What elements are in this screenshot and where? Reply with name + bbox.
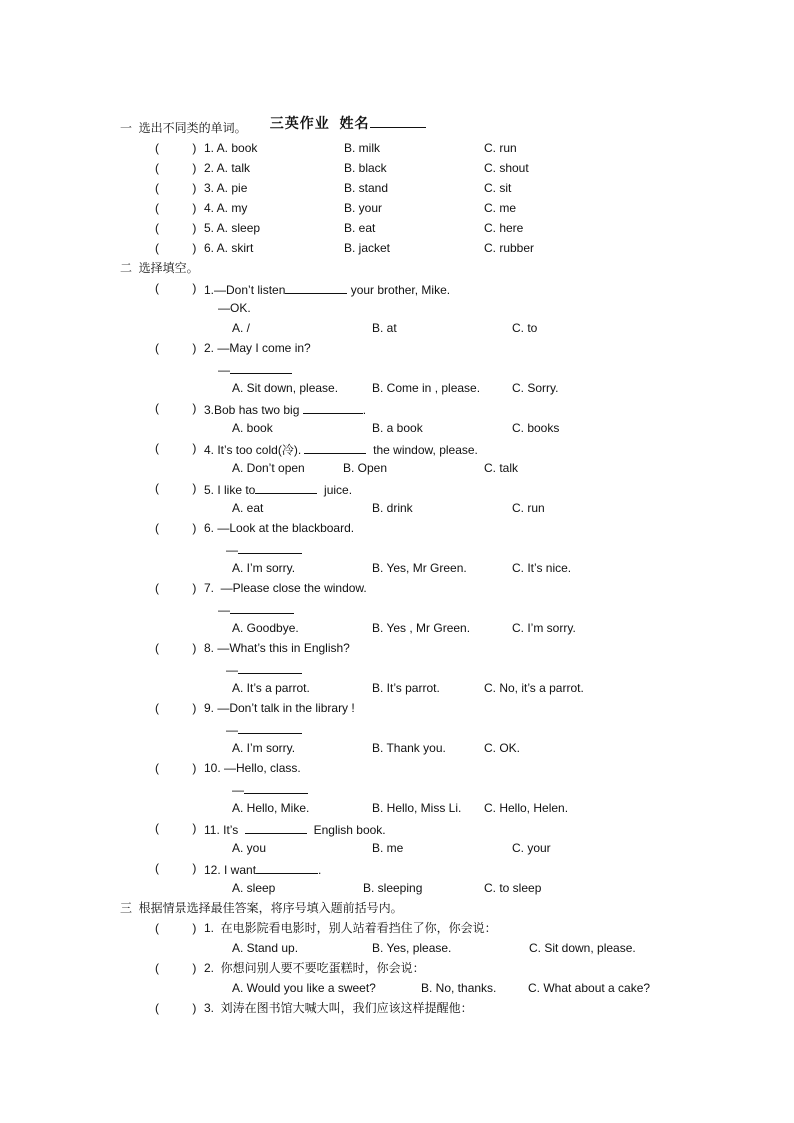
p3-q2-a: A. Would you like a sweet? — [232, 981, 376, 995]
p2-q10-b: B. Hello, Miss Li. — [372, 801, 462, 815]
p2-q2-question: 2. —May I come in? — [204, 341, 311, 355]
p1-q6-c: C. rubber — [484, 241, 535, 255]
section-3-heading: 三 根据情景选择最佳答案，将序号填入题前括号内。 — [120, 901, 403, 915]
p2-q3-post: . — [362, 403, 367, 417]
p2-q11-question — [204, 821, 386, 837]
p2-q12-question — [204, 861, 321, 877]
p3-paren-1: ( ) — [155, 921, 197, 935]
p2-q8-b: B. It’s parrot. — [372, 681, 440, 695]
p2-q7-question: 7. —Please close the window. — [204, 581, 367, 595]
p2-q2-c: C. Sorry. — [512, 381, 559, 395]
p1-q1-c: C. run — [484, 141, 517, 155]
answer-blank — [238, 661, 302, 674]
p2-paren-1: ( ) — [155, 281, 197, 295]
p2-q10-question: 10. —Hello, class. — [204, 761, 301, 775]
p2-q7-a: A. Goodbye. — [232, 621, 299, 635]
p1-q3-b: B. stand — [344, 181, 389, 195]
p1-q1-a: 1. A. book — [204, 141, 258, 155]
p1-q5-a: 5. A. sleep — [204, 221, 261, 235]
p2-q10-a: A. Hello, Mike. — [232, 801, 310, 815]
p1-q3-c: C. sit — [484, 181, 512, 195]
p3-q3-question: 3. 刘涛在图书馆大喊大叫，我们应该这样提醒他： — [204, 1001, 473, 1015]
p2-q1-post: your brother, Mike. — [347, 283, 451, 297]
dash: — — [226, 723, 238, 737]
p3-q2-question: 2. 你想问别人要不要吃蛋糕时，你会说： — [204, 961, 425, 975]
p2-q6-reply — [226, 541, 302, 557]
p2-q4-b: B. Open — [343, 461, 388, 475]
p2-q5-post: juice. — [317, 483, 353, 497]
p1-q2-c: C. shout — [484, 161, 529, 175]
p2-q1-a: A. / — [232, 321, 251, 335]
p2-q3-c: C. books — [512, 421, 560, 435]
section-1-heading: 一 选出不同类的单词。 — [120, 121, 247, 135]
p2-q2-a: A. Sit down, please. — [232, 381, 339, 395]
p2-q6-c: C. It’s nice. — [512, 561, 572, 575]
p2-q4-post: the window, please. — [366, 443, 478, 457]
p2-q5-c: C. run — [512, 501, 545, 515]
p2-q9-b: B. Thank you. — [372, 741, 446, 755]
section-2-heading: 二 选择填空。 — [120, 261, 199, 275]
dash: — — [226, 663, 238, 677]
p2-q12-c: C. to sleep — [484, 881, 542, 895]
p2-paren-12: ( ) — [155, 861, 197, 875]
dash: — — [232, 783, 244, 797]
p2-q3-pre: 3.Bob has two big — [204, 403, 303, 417]
p3-q1-c: C. Sit down, please. — [529, 941, 636, 955]
p2-q6-question: 6. —Look at the blackboard. — [204, 521, 355, 535]
answer-blank — [238, 721, 302, 734]
p1-q6-a: 6. A. skirt — [204, 241, 254, 255]
p2-q12-a: A. sleep — [232, 881, 276, 895]
p2-paren-9: ( ) — [155, 701, 197, 715]
page-title — [260, 101, 426, 130]
p2-q4-c: C. talk — [484, 461, 519, 475]
p2-q1-reply: —OK. — [218, 301, 251, 315]
answer-blank — [304, 441, 366, 454]
p1-q5-c: C. here — [484, 221, 524, 235]
answer-blank — [303, 401, 363, 414]
p2-q3-b: B. a book — [372, 421, 423, 435]
p1-q4-a: 4. A. my — [204, 201, 248, 215]
p2-q4-pre: 4. It’s too cold(冷). — [204, 443, 305, 457]
p2-q1-b: B. at — [372, 321, 397, 335]
p2-paren-6: ( ) — [155, 521, 197, 535]
p2-paren-8: ( ) — [155, 641, 197, 655]
p2-q1-question — [204, 281, 450, 297]
p2-paren-3: ( ) — [155, 401, 197, 415]
p2-q9-c: C. OK. — [484, 741, 521, 755]
answer-blank — [238, 541, 302, 554]
p2-q8-c: C. No, it’s a parrot. — [484, 681, 584, 695]
p2-q8-a: A. It’s a parrot. — [232, 681, 310, 695]
p2-q9-question: 9. —Don’t talk in the library ! — [204, 701, 355, 715]
p2-q10-c: C. Hello, Helen. — [484, 801, 569, 815]
p2-q5-b: B. drink — [372, 501, 413, 515]
p2-paren-2: ( ) — [155, 341, 197, 355]
p2-q11-b: B. me — [372, 841, 404, 855]
answer-blank — [245, 821, 307, 834]
p2-q7-c: C. I’m sorry. — [512, 621, 576, 635]
p2-paren-7: ( ) — [155, 581, 197, 595]
p3-q1-a: A. Stand up. — [232, 941, 299, 955]
p2-paren-4: ( ) — [155, 441, 197, 455]
p2-q6-a: A. I’m sorry. — [232, 561, 296, 575]
p1-q1-b: B. milk — [344, 141, 380, 155]
p2-q8-question: 8. —What’s this in English? — [204, 641, 350, 655]
p2-q10-reply — [232, 781, 308, 797]
dash: — — [218, 363, 230, 377]
p2-q3-question — [204, 401, 366, 417]
p2-q11-c: C. your — [512, 841, 551, 855]
answer-blank — [255, 481, 317, 494]
p3-q2-c: C. What about a cake? — [528, 981, 651, 995]
p2-paren-10: ( ) — [155, 761, 197, 775]
title-text: 三英作业 姓名 — [269, 115, 370, 131]
p2-q11-pre: 11. It’s — [204, 823, 245, 837]
p2-paren-11: ( ) — [155, 821, 197, 835]
p1-q6-b: B. jacket — [344, 241, 391, 255]
answer-blank — [285, 281, 347, 294]
p1-q4-c: C. me — [484, 201, 517, 215]
p2-q9-reply — [226, 721, 302, 737]
p2-q12-b: B. sleeping — [363, 881, 423, 895]
p1-q4-b: B. your — [344, 201, 383, 215]
p2-q11-a: A. you — [232, 841, 267, 855]
p2-paren-5: ( ) — [155, 481, 197, 495]
p2-q7-b: B. Yes , Mr Green. — [372, 621, 471, 635]
answer-blank — [256, 861, 318, 874]
p1-paren-2: ( ) — [155, 161, 197, 175]
p2-q5-question — [204, 481, 352, 497]
p1-q3-a: 3. A. pie — [204, 181, 248, 195]
p2-q6-b: B. Yes, Mr Green. — [372, 561, 467, 575]
p3-q1-question: 1. 在电影院看电影时，别人站着看挡住了你，你会说： — [204, 921, 497, 935]
answer-blank — [230, 361, 292, 374]
p1-paren-1: ( ) — [155, 141, 197, 155]
p2-q8-reply — [226, 661, 302, 677]
p2-q9-a: A. I’m sorry. — [232, 741, 296, 755]
p2-q3-a: A. book — [232, 421, 273, 435]
p2-q5-a: A. eat — [232, 501, 264, 515]
answer-blank — [230, 601, 294, 614]
p3-q1-b: B. Yes, please. — [372, 941, 452, 955]
p1-q5-b: B. eat — [344, 221, 376, 235]
p1-paren-4: ( ) — [155, 201, 197, 215]
name-blank — [370, 115, 426, 128]
p1-q2-a: 2. A. talk — [204, 161, 251, 175]
p2-q11-post: English book. — [306, 823, 386, 837]
p2-q1-pre: 1.—Don’t listen — [204, 283, 286, 297]
p2-q2-b: B. Come in , please. — [372, 381, 481, 395]
p2-q2-reply — [218, 361, 292, 377]
p1-q2-b: B. black — [344, 161, 387, 175]
p2-q1-c: C. to — [512, 321, 538, 335]
p2-q7-reply — [218, 601, 294, 617]
p3-q2-b: B. No, thanks. — [421, 981, 497, 995]
p1-paren-3: ( ) — [155, 181, 197, 195]
p2-q5-pre: 5. I like to — [204, 483, 256, 497]
p3-paren-3: ( ) — [155, 1001, 197, 1015]
p2-q12-post: . — [318, 863, 322, 877]
answer-blank — [244, 781, 308, 794]
dash: — — [218, 603, 230, 617]
p2-q12-pre: 12. I want — [204, 863, 257, 877]
p1-paren-6: ( ) — [155, 241, 197, 255]
dash: — — [226, 543, 238, 557]
p2-q4-question — [204, 441, 478, 457]
p1-paren-5: ( ) — [155, 221, 197, 235]
p2-q4-a: A. Don’t open — [232, 461, 305, 475]
p3-paren-2: ( ) — [155, 961, 197, 975]
